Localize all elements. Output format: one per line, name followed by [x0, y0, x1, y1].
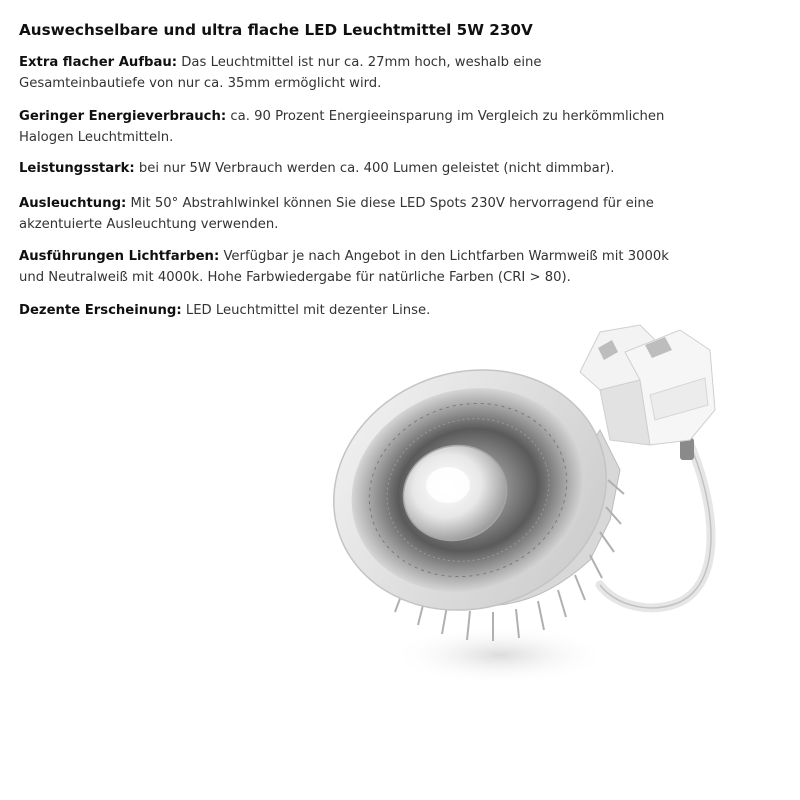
- feature-text: LED Leuchtmittel mit dezenter Linse.: [185, 303, 431, 318]
- feature-label: Dezente Erscheinung:: [19, 303, 182, 318]
- feature-paragraph: [19, 158, 669, 179]
- feature-label: Leistungsstark:: [19, 161, 135, 176]
- feature-text: Das Leuchtmittel ist nur ca. 27mm hoch, weshalb eine Gesamteinbautiefe von nur ca. 35mm ermöglicht wird.: [19, 55, 542, 91]
- feature-label: Geringer Energieverbrauch:: [19, 109, 227, 124]
- feature-label: Ausführungen Lichtfarben:: [19, 249, 220, 264]
- feature-label: Ausleuchtung:: [19, 196, 127, 211]
- feature-text: ca. 90 Prozent Energieeinsparung im Vergleich zu herkömmlichen Halogen Leuchtmitteln.: [19, 109, 665, 145]
- feature-paragraph: [19, 193, 669, 235]
- feature-text: Mit 50° Abstrahlwinkel können Sie diese LED Spots 230V hervorragend für eine akzentuierte Ausleuchtung verwenden.: [19, 196, 654, 232]
- feature-paragraph: [19, 246, 669, 288]
- feature-paragraph: [19, 300, 669, 321]
- page-title: Auswechselbare und ultra flache LED Leuchtmittel 5W 230V: [19, 21, 533, 39]
- led-spot-image: [330, 322, 740, 722]
- feature-text: Verfügbar je nach Angebot in den Lichtfarben Warmweiß mit 3000k und Neutralweiß mit 4000k. Hohe Farbwiedergabe für natürliche Farben (CRI > 80).: [19, 249, 669, 285]
- feature-label: Extra flacher Aufbau:: [19, 55, 178, 70]
- feature-paragraph: [19, 106, 669, 148]
- feature-text: bei nur 5W Verbrauch werden ca. 400 Lumen geleistet (nicht dimmbar).: [138, 161, 615, 176]
- feature-paragraph: [19, 52, 669, 94]
